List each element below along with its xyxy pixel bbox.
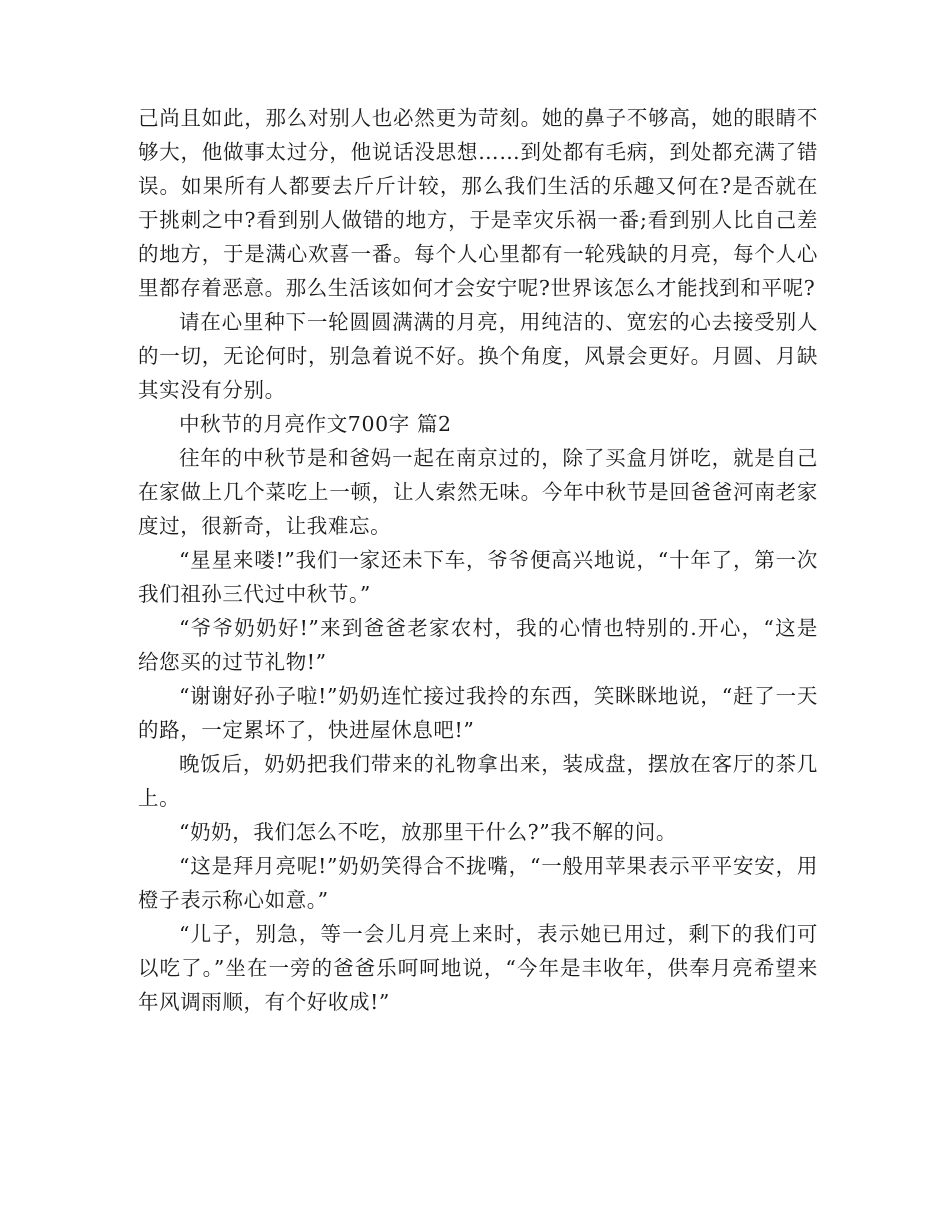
paragraph: 晚饭后，奶奶把我们带来的礼物拿出来，装成盘，摆放在客厅的茶几上。 <box>138 752 818 810</box>
paragraph: “谢谢好孙子啦!”奶奶连忙接过我拎的东西，笑眯眯地说，“赶了一天的路，一定累坏了，快进屋休息吧!” <box>138 684 818 742</box>
paragraph: “星星来喽!”我们一家还未下车，爷爷便高兴地说，“十年了，第一次我们祖孙三代过中秋节。” <box>138 548 818 606</box>
paragraph: 己尚且如此，那么对别人也必然更为苛刻。她的鼻子不够高，她的眼睛不够大，他做事太过分，他说话没思想……到处都有毛病，到处都充满了错误。如果所有人都要去斤斤计较，那么我们生活的乐趣又何在?是否就在于挑刺之中?看到别人做错的地方，于是幸灾乐祸一番;看到别人比自己差的地方，于是满心欢喜一番。每个人心里都有一轮残缺的月亮，每个人心里都存着恶意。那么生活该如何才会安宁呢?世界该怎么才能找到和平呢? <box>138 106 818 300</box>
document-body <box>138 101 818 1019</box>
paragraph: “儿子，别急，等一会儿月亮上来时，表示她已用过，剩下的我们可以吃了。”坐在一旁的爸爸乐呵呵地说，“今年是丰收年，供奉月亮希望来年风调雨顺，有个好收成!” <box>138 922 818 1014</box>
paragraph: “爷爷奶奶好!”来到爸爸老家农村，我的心情也特别的.开心，“这是给您买的过节礼物!” <box>138 616 818 674</box>
paragraph: “奶奶，我们怎么不吃，放那里干什么?”我不解的问。 <box>179 820 677 844</box>
paragraph: 请在心里种下一轮圆圆满满的月亮，用纯洁的、宽宏的心去接受别人的一切，无论何时，别急着说不好。换个角度，风景会更好。月圆、月缺其实没有分别。 <box>138 310 818 402</box>
section-heading: 中秋节的月亮作文700字 篇2 <box>179 412 452 436</box>
paragraph: “这是拜月亮呢!”奶奶笑得合不拢嘴，“一般用苹果表示平平安安，用橙子表示称心如意。” <box>138 854 818 912</box>
paragraph: 往年的中秋节是和爸妈一起在南京过的，除了买盒月饼吃，就是自己在家做上几个菜吃上一顿，让人索然无味。今年中秋节是回爸爸河南老家度过，很新奇，让我难忘。 <box>138 446 818 538</box>
